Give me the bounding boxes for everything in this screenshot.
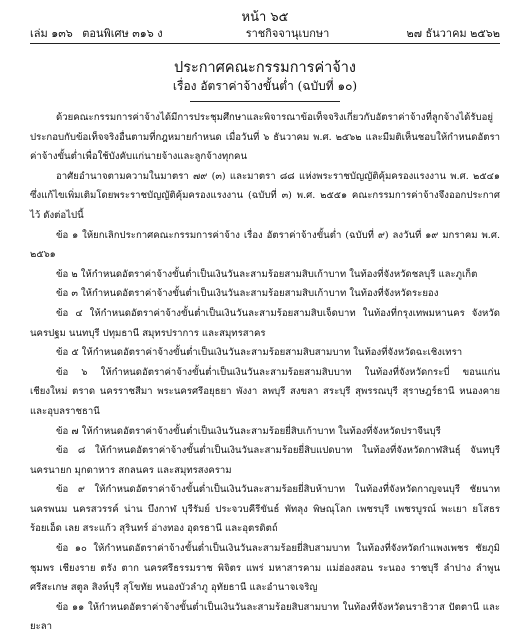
clause-4: ข้อ ๔ ให้กำหนดอัตราค่าจ้างขั้นต่ำเป็นเงินวันละสามร้อยสามสิบเจ็ดบาท ในท้องที่กรุงเทพมหานคร จังหวัดนครปฐม นนทบุรี ปทุมธานี สมุทรปราการ และสมุทรสาคร bbox=[30, 307, 500, 339]
clause-5: ข้อ ๕ ให้กำหนดอัตราค่าจ้างขั้นต่ำเป็นเงินวันละสามร้อยสามสิบสามบาท ในท้องที่จังหวัดฉะเชิงเทรา bbox=[56, 347, 463, 359]
clause-2: ข้อ ๒ ให้กำหนดอัตราค่าจ้างขั้นต่ำเป็นเงินวันละสามร้อยสามสิบเก้าบาท ในท้องที่จังหวัดชลบุรี และภูเก็ต bbox=[56, 268, 478, 280]
gazette-header bbox=[30, 26, 500, 44]
publication-name: ราชกิจจานุเบกษา bbox=[245, 27, 330, 40]
preamble-paragraph-2: อาศัยอำนาจตามความในมาตรา ๗๙ (๓) และมาตรา ๘๘ แห่งพระราชบัญญัติคุ้มครองแรงงาน พ.ศ. ๒๕๔๑ ซึ่งแก้ไขเพิ่มเติมโดยพระราชบัญญัติคุ้มครองแรงงาน (ฉบับที่ ๓) พ.ศ. ๒๕๕๑ คณะกรรมการค่าจ้างจึงออกประกาศไว้ ดังต่อไปนี้ bbox=[30, 170, 500, 221]
publication-date: ๒๗ ธันวาคม ๒๕๖๒ bbox=[406, 27, 500, 40]
title-divider bbox=[190, 101, 340, 102]
clause-9: ข้อ ๙ ให้กำหนดอัตราค่าจ้างขั้นต่ำเป็นเงินวันละสามร้อยยี่สิบห้าบาท ในท้องที่จังหวัดกาญจนบุรี ชัยนาท นครพนม นครสวรรค์ น่าน บึงกาฬ บุรีรัมย์ ประจวบคีรีขันธ์ พัทลุง พิษณุโลก เพชรบุรี เพชรบูรณ์ พะเยา ยโสธร ร้อยเอ็ด เลย สระแก้ว สุรินทร์ อ่างทอง อุดรธานี และอุตรดิตถ์ bbox=[30, 484, 500, 535]
clause-8: ข้อ ๘ ให้กำหนดอัตราค่าจ้างขั้นต่ำเป็นเงินวันละสามร้อยยี่สิบแปดบาท ในท้องที่จังหวัดกาฬสินธุ์ จันทบุรี นครนายก มุกดาหาร สกลนคร และสมุทรสงคราม bbox=[30, 445, 500, 476]
clause-7: ข้อ ๗ ให้กำหนดอัตราค่าจ้างขั้นต่ำเป็นเงินวันละสามร้อยยี่สิบเก้าบาท ในท้องที่จังหวัดปราจีนบุรี bbox=[56, 425, 441, 437]
clause-6: ข้อ ๖ ให้กำหนดอัตราค่าจ้างขั้นต่ำเป็นเงินวันละสามร้อยสามสิบบาท ในท้องที่จังหวัดกระบี่ ขอนแก่น เชียงใหม่ ตราด นครราชสีมา พระนครศรีอยุธยา พังงา ลพบุรี สงขลา สระบุรี สุพรรณบุรี สุราษฎร์ธานี หนองคาย และอุบลราชธานี bbox=[30, 366, 500, 417]
special-section: ตอนพิเศษ ๓๑๖ ง bbox=[82, 27, 163, 40]
issue-info bbox=[30, 26, 169, 41]
announcement-title: ประกาศคณะกรรมการค่าจ้าง bbox=[173, 60, 357, 76]
page-number: หน้า ๖๕ bbox=[241, 10, 289, 25]
preamble-paragraph-1: ด้วยคณะกรรมการค่าจ้างได้มีการประชุมศึกษาและพิจารณาข้อเท็จจริงเกี่ยวกับอัตราค่าจ้างที่ลูกจ้างได้รับอยู่ ประกอบกับข้อเท็จจริงอื่นตามที่กฎหมายกำหนด เมื่อวันที่ ๖ ธันวาคม พ.ศ. ๒๕๖๒ และมีมติเห็นชอบให้กำหนดอัตราค่าจ้างขั้นต่ำเพื่อใช้บังคับแก่นายจ้างและลูกจ้างทุกคน bbox=[30, 112, 500, 163]
clause-3: ข้อ ๓ ให้กำหนดอัตราค่าจ้างขั้นต่ำเป็นเงินวันละสามร้อยสามสิบเก้าบาท ในท้องที่จังหวัดระยอง bbox=[56, 288, 439, 300]
volume-number: เล่ม ๑๓๖ bbox=[30, 27, 73, 40]
announcement-subject: เรื่อง อัตราค่าจ้างขั้นต่ำ (ฉบับที่ ๑๐) bbox=[172, 79, 358, 93]
clause-1: ข้อ ๑ ให้ยกเลิกประกาศคณะกรรมการค่าจ้าง เรื่อง อัตราค่าจ้างขั้นต่ำ (ฉบับที่ ๙) ลงวันที่ ๑๙ มกราคม พ.ศ. ๒๕๖๑ bbox=[30, 229, 500, 261]
clause-11: ข้อ ๑๑ ให้กำหนดอัตราค่าจ้างขั้นต่ำเป็นเงินวันละสามร้อยสิบสามบาท ในท้องที่จังหวัดนราธิวาส ปัตตานี และยะลา bbox=[30, 601, 500, 633]
clause-10: ข้อ ๑๐ ให้กำหนดอัตราค่าจ้างขั้นต่ำเป็นเงินวันละสามร้อยยี่สิบสามบาท ในท้องที่จังหวัดกำแพงเพชร ชัยภูมิ ชุมพร เชียงราย ตรัง ตาก นครศรีธรรมราช พิจิตร แพร่ มหาสารคาม แม่ฮ่องสอน ระนอง ราชบุรี ลำปาง ลำพูน ศรีสะเกษ สตูล สิงห์บุรี สุโขทัย หนองบัวลำภู อุทัยธานี และอำนาจเจริญ bbox=[30, 543, 500, 594]
announcement-body bbox=[30, 108, 500, 637]
